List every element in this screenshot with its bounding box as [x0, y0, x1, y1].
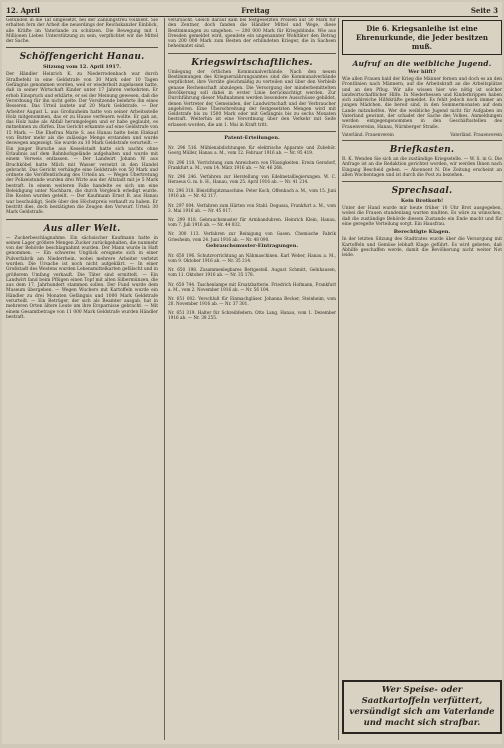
- gebrauchsmuster-listing: Nr. 650 196. Schutzvorrichtung an Nähmaschinen. Karl Weber, Hanau a. M., vom 9. Oktober 1916 ab. — Nr. 35 214.: [168, 252, 336, 263]
- section-title-aus-aller-welt: Aus aller Welt.: [43, 223, 121, 234]
- signature-right: Vaterländ. Frauenverein: [450, 131, 502, 137]
- divider: [6, 47, 158, 48]
- divider: [168, 53, 336, 54]
- signature-left: Vaterländ. Frauenverein: [342, 131, 394, 137]
- header-date: 12. April: [6, 5, 40, 15]
- section-text-sprechsaal: Unter der Hand wurde mir heute früher 10 Uhr Brot ausgegeben, wobei die Frauen stundenlang warten mußten. Es wäre zu wünschen, daß die zuständige Behörde diesem Zustande ein Ende macht und für eine geregelte Verteilung sorgt. Ein Hausfrau.: [342, 206, 502, 228]
- page-header: [6, 4, 498, 17]
- section-title-klagen: Berechtigte Klagen.: [393, 229, 451, 236]
- section-subtitle-aufruf: Wer hilft?: [408, 69, 436, 75]
- patent-listing: Nr. 297 004. Verfahren zum Härten von Stahl. Degussa, Frankfurt a. M., vom 3. Mai 1916 ab. — Nr. 45 017.: [168, 202, 336, 213]
- gebrauchsmuster-listing: Nr. 650 198. Zusammenlegbares Bettgestell. August Schmitt, Gelnhausen, vom 11. Oktober 1916 ab. — Nr. 35 178.: [168, 267, 336, 278]
- section-text-kriegswirtschaftliches: Umlegung der örtlichen Kommunalverbände. Nach den neuen Bestimmungen des Kriegsernährungsamtes sind die Kommunalverbände verpflichtet, ihre Vorräte gleichmäßig zu verteilen und über den Verbleib genaue Rechenschaft abzulegen. Die Versorgung der minderbemittelten Bevölkerung soll dabei in erster Linie berücksichtigt werden. Zur Durchführung dieser Maßnahmen werden besondere Ausschüsse gebildet, denen Vertreter der Gemeinden, der Landwirtschaft und der Verbraucher angehören. Eine Überschreitung der festgesetzten Mengen wird mit Geldstrafe bis zu 1500 Mark oder mit Gefängnis bis zu sechs Monaten bestraft. Weiterhin ist eine Verordnung über den Verkehr mit Seife erlassen worden, die am 1. Mai in Kraft tritt.: [168, 69, 336, 128]
- kartoffel-warning-box: Wer Speise- oder Saatkartoffeln verfüttert, versündigt sich am Vaterlande und macht sich strafbar.: [342, 680, 502, 734]
- section-text-klagen: In der letzten Sitzung des Stadtrates wurde über die Versorgung mit Kartoffeln und Gemüse lebhaft Klage geführt. Es wird gebeten, daß Abhilfe geschaffen werde, damit die Bevölkerung nicht weiter Not leide.: [342, 237, 502, 259]
- newspaper-page: [2, 2, 502, 744]
- signature-row: [342, 132, 502, 137]
- patent-listing: Nr. 296 118. Vorrichtung zum Anreichern von Flüssigkeiten. Erwin Gersdorf, Frankfurt a. M., vom 14. März 1916 ab. — Nr. 46 268.: [168, 159, 336, 170]
- section-text-schoeffengericht: Der Händler Heinrich K. zu Niederrodenbach war durch Strafbefehl in eine Geldstrafe von 30 Mark oder 10 Tagen Gefängnis genommen worden, weil er wiederholt zugelassen hatte, daß in seiner Wirtschaft Kinder unter 17 Jahren verkehrten. Er erhob Einspruch und erklärte, er sei der Meinung gewesen, daß die Verordnung für ihn nicht gelte. Der Vorsitzende belehrte ihn eines Besseren. Das Urteil lautete auf 20 Mark Geldstrafe. — Der Arbeiter August L. aus Großauheim hatte von seiner Arbeitsstelle Holz mitgenommen, das er zu Hause verfeuern wollte. Er gab an, das Holz habe als Abfall herumgelegen und er habe geglaubt, es mitnehmen zu dürfen. Das Gericht erkannte auf eine Geldstrafe von 15 Mark. — Die Ehefrau Marie S. aus Hanau hatte beim Einkauf von Butter mehr als die zulässige Menge erstanden und wurde deswegen angezeigt. Sie wurde zu 10 Mark Geldstrafe verurteilt. — Ein junger Bursche aus Kesselstadt hatte sich nachts ohne Erlaubnis auf dem Bahnhofsgelände aufgehalten und wurde mit einem Verweis entlassen. — Der Landwirt Johann W. aus Bruchköbel hatte Milch mit Wasser versetzt in den Handel gebracht. Das Gericht verhängte eine Geldstrafe von 50 Mark und ordnete die Veröffentlichung des Urteils an. — Wegen Übertretung der Polizeistunde wurden drei Wirte aus der Altstadt mit je 5 Mark bestraft. In einem weiteren Falle handelte es sich um eine Beleidigung unter Nachbarn, die durch Vergleich erledigt wurde. Die Kosten wurden geteilt. — Der Kaufmann Ernst B. aus Hanau war beschuldigt, Seife über den Höchstpreis verkauft zu haben. Er bestritt dies, doch bestätigten die Zeugen den Vorwurf. Urteil: 30 Mark Geldstrafe.: [6, 72, 158, 216]
- section-title-patente: Patent-Erteilungen.: [224, 135, 280, 142]
- section-text-aufruf: Wie allen Frauen bald der Krieg die Männer fernen und doch es an den Frontlinien nach Männern, auf die Arbeitskraft an die Arbeitsplätze und an den Pflug. Wir alle wissen hier wie nötig ist solcher landwirtschaftlicher Hilfe. In Niederhessen und Kinderkrippen haben sich zahlreiche Hilfskräfte gemeldet. Es fehlt jedoch noch immer an jungen Mädchen, die bereit sind, in den Sommermonaten auf dem Lande mitzuhelfen. Wer die weibliche Jugend nicht für Aufgaben im Vaterland gewinnt, der schadet der Sache des Volkes. Anmeldungen werden entgegengenommen in den Geschäftsstellen des Frauenvereins, Hanau, Nürnberger Straße.: [342, 77, 502, 130]
- section-text-briefkasten: R. K. Wenden Sie sich an die zuständige Kriegsstelle. — W. S. in G. Die Anfrage ist an die Redaktion gerichtet worden, wir werden Ihnen nach Eingang Bescheid geben. — Abonnent N. Die Zeitung erscheint an allen Wochentagen und ist durch die Post zu beziehen.: [342, 156, 502, 178]
- divider: [168, 131, 336, 132]
- section-subtitle-schoeffengericht: Sitzung vom 12. April 1917.: [42, 64, 122, 71]
- col2-intro: verursacht. Gleich darauf kam bei festgesetzten Preisen auf 50 Mark für den Zentner, doch fanden die Händler Mittel und Wege, diese Bestimmungen zu umgehen. — 200 000 Mark für Kriegsblinde. Wie aus Dresden gemeldet wird, spendete ein ungenannter Wohltäter den Betrag von 200 000 Mark zum Besten der erblindeten Krieger, die in Sachsen beheimatet sind.: [168, 18, 336, 50]
- divider: [6, 219, 158, 220]
- gebrauchsmuster-listing: Nr. 650 744. Taschenlampe mit Ersatzbatterie. Friedrich Hofmann, Frankfurt a. M., vom 2. November 1916 ab. — Nr. 56 104.: [168, 281, 336, 292]
- column-right: [338, 18, 502, 740]
- section-title-kriegswirtschaftliches: Kriegswirtschaftliches.: [191, 57, 313, 68]
- patent-listing: Nr. 296 516. Mühlenabdichtungen für elektrische Apparate und Zubehör. Georg Müller, Hanau a. M., vom 12. Februar 1916 ab. — Nr. 95 419.: [168, 145, 336, 156]
- gebrauchsmuster-listing: Nr. 651 319. Halter für Schreibfedern. Otto Lang, Hanau, vom 1. Dezember 1916 ab. — Nr. 38 255.: [168, 310, 336, 321]
- col1-intro: Gefunden in die Tat umgesetzt, bei der Zahlungstreu vollzieht. Sie erhalten fern der Arbeit die neuerdings der Reichskanzler Einblick, alle Kräfte im Vaterlande zu schützen. Die Bewegung mit 1 Millionen Liebes Unterstützung zu sein, verpflichtet wir die Mittel der Sache.: [6, 18, 158, 45]
- patent-listing: Nr. 300 113. Verfahren zur Reinigung von Gasen. Chemische Fabrik Griesheim, vom 24. Juni 1916 ab. — Nr. 48 090.: [168, 231, 336, 242]
- divider: [342, 181, 502, 182]
- section-title-schoeffengericht: Schöffengericht Hanau.: [19, 52, 145, 63]
- header-weekday: Freitag: [241, 5, 270, 15]
- header-page-number: Seite 3: [470, 5, 498, 15]
- section-title-gebrauchsmuster: Gebrauchsmuster-Eintragungen.: [205, 242, 299, 249]
- patent-listing: Nr. 296 246. Verfahren zur Herstellung von Edelmetalllegierungen. W. C. Heraeus G. m. b. H., Hanau, vom 25. April 1916 ab. — Nr. 41 214.: [168, 173, 336, 185]
- column-middle: [164, 18, 336, 740]
- divider: [342, 140, 502, 141]
- gebrauchsmuster-listing: Nr. 651 002. Verschluß für Einmachgläser. Johanna Becker, Steinheim, vom 20. November 1916 ab. — Nr. 37 301.: [168, 295, 336, 307]
- section-title-briefkasten: Briefkasten.: [389, 144, 455, 155]
- section-title-aufruf: Aufruf an die weibliche Jugend.: [352, 59, 492, 68]
- kriegsanleihe-box: Die 6. Kriegsanleihe ist eine Ehrenurkunde, die Jeder besitzen muß.: [342, 20, 502, 55]
- column-left: [6, 18, 158, 740]
- patent-listing: Nr. 296 318. Bleistiftspitzmaschine. Peter Koch, Offenbach a. M., vom 15. Juni 1916 ab. — Nr. 42 117.: [168, 188, 336, 199]
- section-title-sprechsaal: Sprechsaal.: [391, 186, 453, 197]
- patent-listing: Nr. 299 018. Gebrauchsmuster für Armbanduhren. Heinrich Klein, Hanau, vom 7. Juli 1916 ab. — Nr. 44 032.: [168, 217, 336, 228]
- section-text-aus-aller-welt: — Zuckerbeschlagnahme. Ein sächsischer Kaufmann hatte in seinen Lager größere Mengen Zucker zurückgehalten, die nunmehr von der Behörde beschlagnahmt wurden. Der Mann wurde in Haft genommen. — Ein schweres Unglück ereignete sich in einer Pulverfabrik am Niederrhein, wobei mehrere Arbeiter verletzt wurden. Die Ursache ist noch nicht aufgeklärt. — In einer Großstadt des Westens wurden Lebensmittelkarten gefälscht und in größerem Umfang verkauft. Die Täter sind ermittelt. — Ein Landwirt fand beim Pflügen einen Topf mit alten Silbermünzen, die aus dem 17. Jahrhundert stammen sollen. Der Fund wurde dem Museum übergeben. — Wegen Wuchers mit Kartoffeln wurde ein Händler zu drei Monaten Gefängnis und 1000 Mark Geldstrafe verurteilt. — Ein Betrüger, der sich als Beamter ausgab, hat in mehreren Orten ältere Leute um ihre Ersparnisse gebracht. — Mit einem Gesamtbetrage von 11 000 Mark Geldstrafe wurden Händler bestraft.: [6, 235, 158, 320]
- section-subtitle-sprechsaal: Kein Brotkorb!: [400, 198, 444, 205]
